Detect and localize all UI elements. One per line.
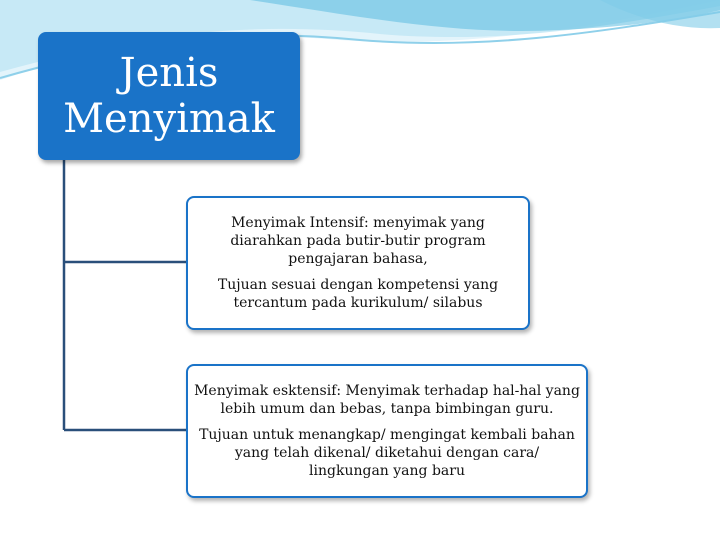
card-intensif-definition: Menyimak Intensif: menyimak yang diarahkan pada butir-butir program pengajaran bahasa, — [230, 215, 486, 267]
title-line-2: Menyimak — [63, 96, 275, 142]
title-box — [38, 32, 300, 160]
card-ekstensif-purpose: Tujuan untuk menangkap/ mengingat kembali bahan yang telah dikenal/ diketahui dengan cara/ lingkungan yang baru — [199, 427, 575, 479]
title-line-1: Jenis — [119, 50, 219, 96]
card-ekstensif-definition: Menyimak esktensif: Menyimak terhadap hal-hal yang lebih umum dan bebas, tanpa bimbingan guru. — [194, 383, 580, 417]
card-intensif — [186, 196, 530, 330]
card-ekstensif — [186, 364, 588, 498]
card-intensif-purpose: Tujuan sesuai dengan kompetensi yang tercantum pada kurikulum/ silabus — [217, 277, 499, 311]
